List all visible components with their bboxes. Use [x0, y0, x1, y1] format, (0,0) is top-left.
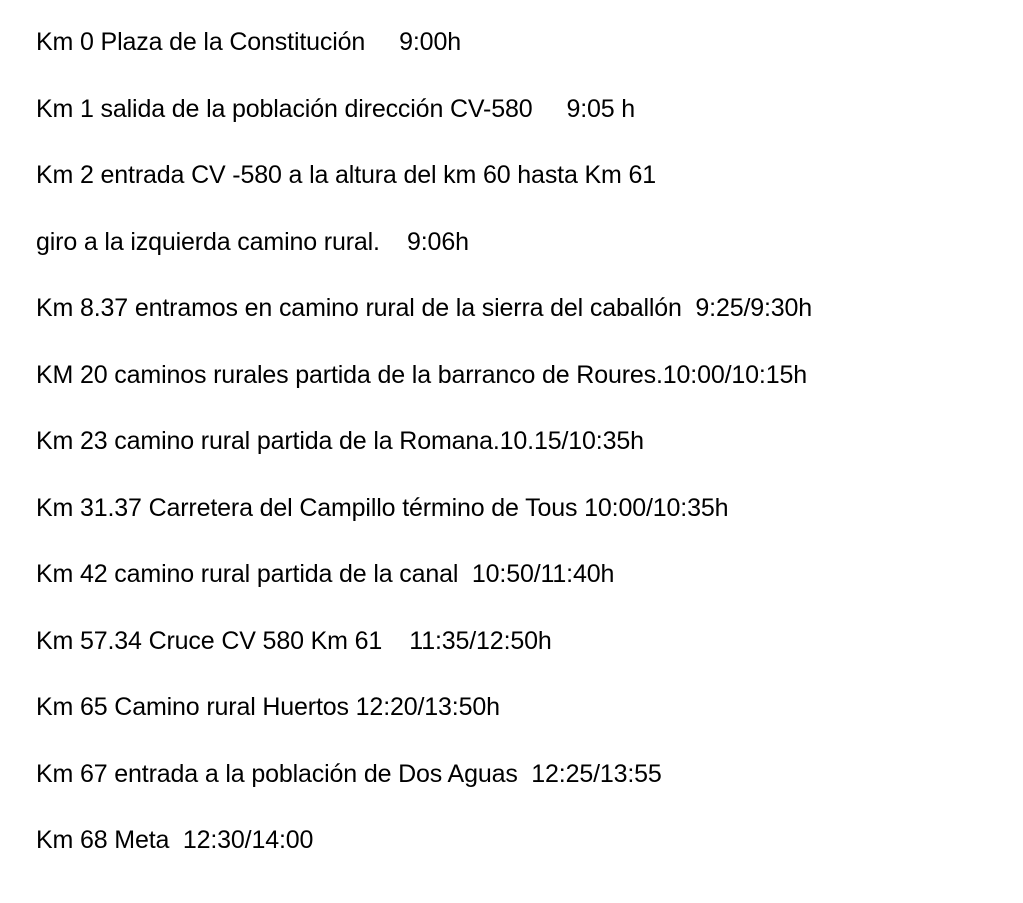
- route-line-km-20: KM 20 caminos rurales partida de la barranco de Roures.10:00/10:15h: [36, 360, 807, 389]
- route-line-km-23: Km 23 camino rural partida de la Romana.10.15/10:35h: [36, 427, 644, 455]
- route-line-km-1: Km 1 salida de la población dirección CV-580 9:05 h: [36, 94, 636, 123]
- route-document: [36, 22, 1006, 887]
- route-line-km-68: Km 68 Meta 12:30/14:00: [36, 826, 314, 854]
- route-line-km-2: Km 2 entrada CV -580 a la altura del km 60 hasta Km 61: [36, 161, 657, 189]
- route-line-km-67: Km 67 entrada a la población de Dos Aguas 12:25/13:55: [36, 759, 662, 788]
- route-line-turn-left: giro a la izquierda camino rural. 9:06h: [36, 227, 469, 256]
- route-line-km-8-37: Km 8.37 entramos en camino rural de la sierra del caballón 9:25/9:30h: [36, 294, 813, 322]
- route-line-km-42: Km 42 camino rural partida de la canal 10:50/11:40h: [36, 560, 615, 588]
- route-line-km-65: Km 65 Camino rural Huertos 12:20/13:50h: [36, 693, 500, 721]
- route-line-km-57-34: Km 57.34 Cruce CV 580 Km 61 11:35/12:50h: [36, 626, 552, 655]
- route-line-km-0: Km 0 Plaza de la Constitución 9:00h: [36, 28, 461, 56]
- route-line-km-31-37: Km 31.37 Carretera del Campillo término de Tous 10:00/10:35h: [36, 493, 729, 522]
